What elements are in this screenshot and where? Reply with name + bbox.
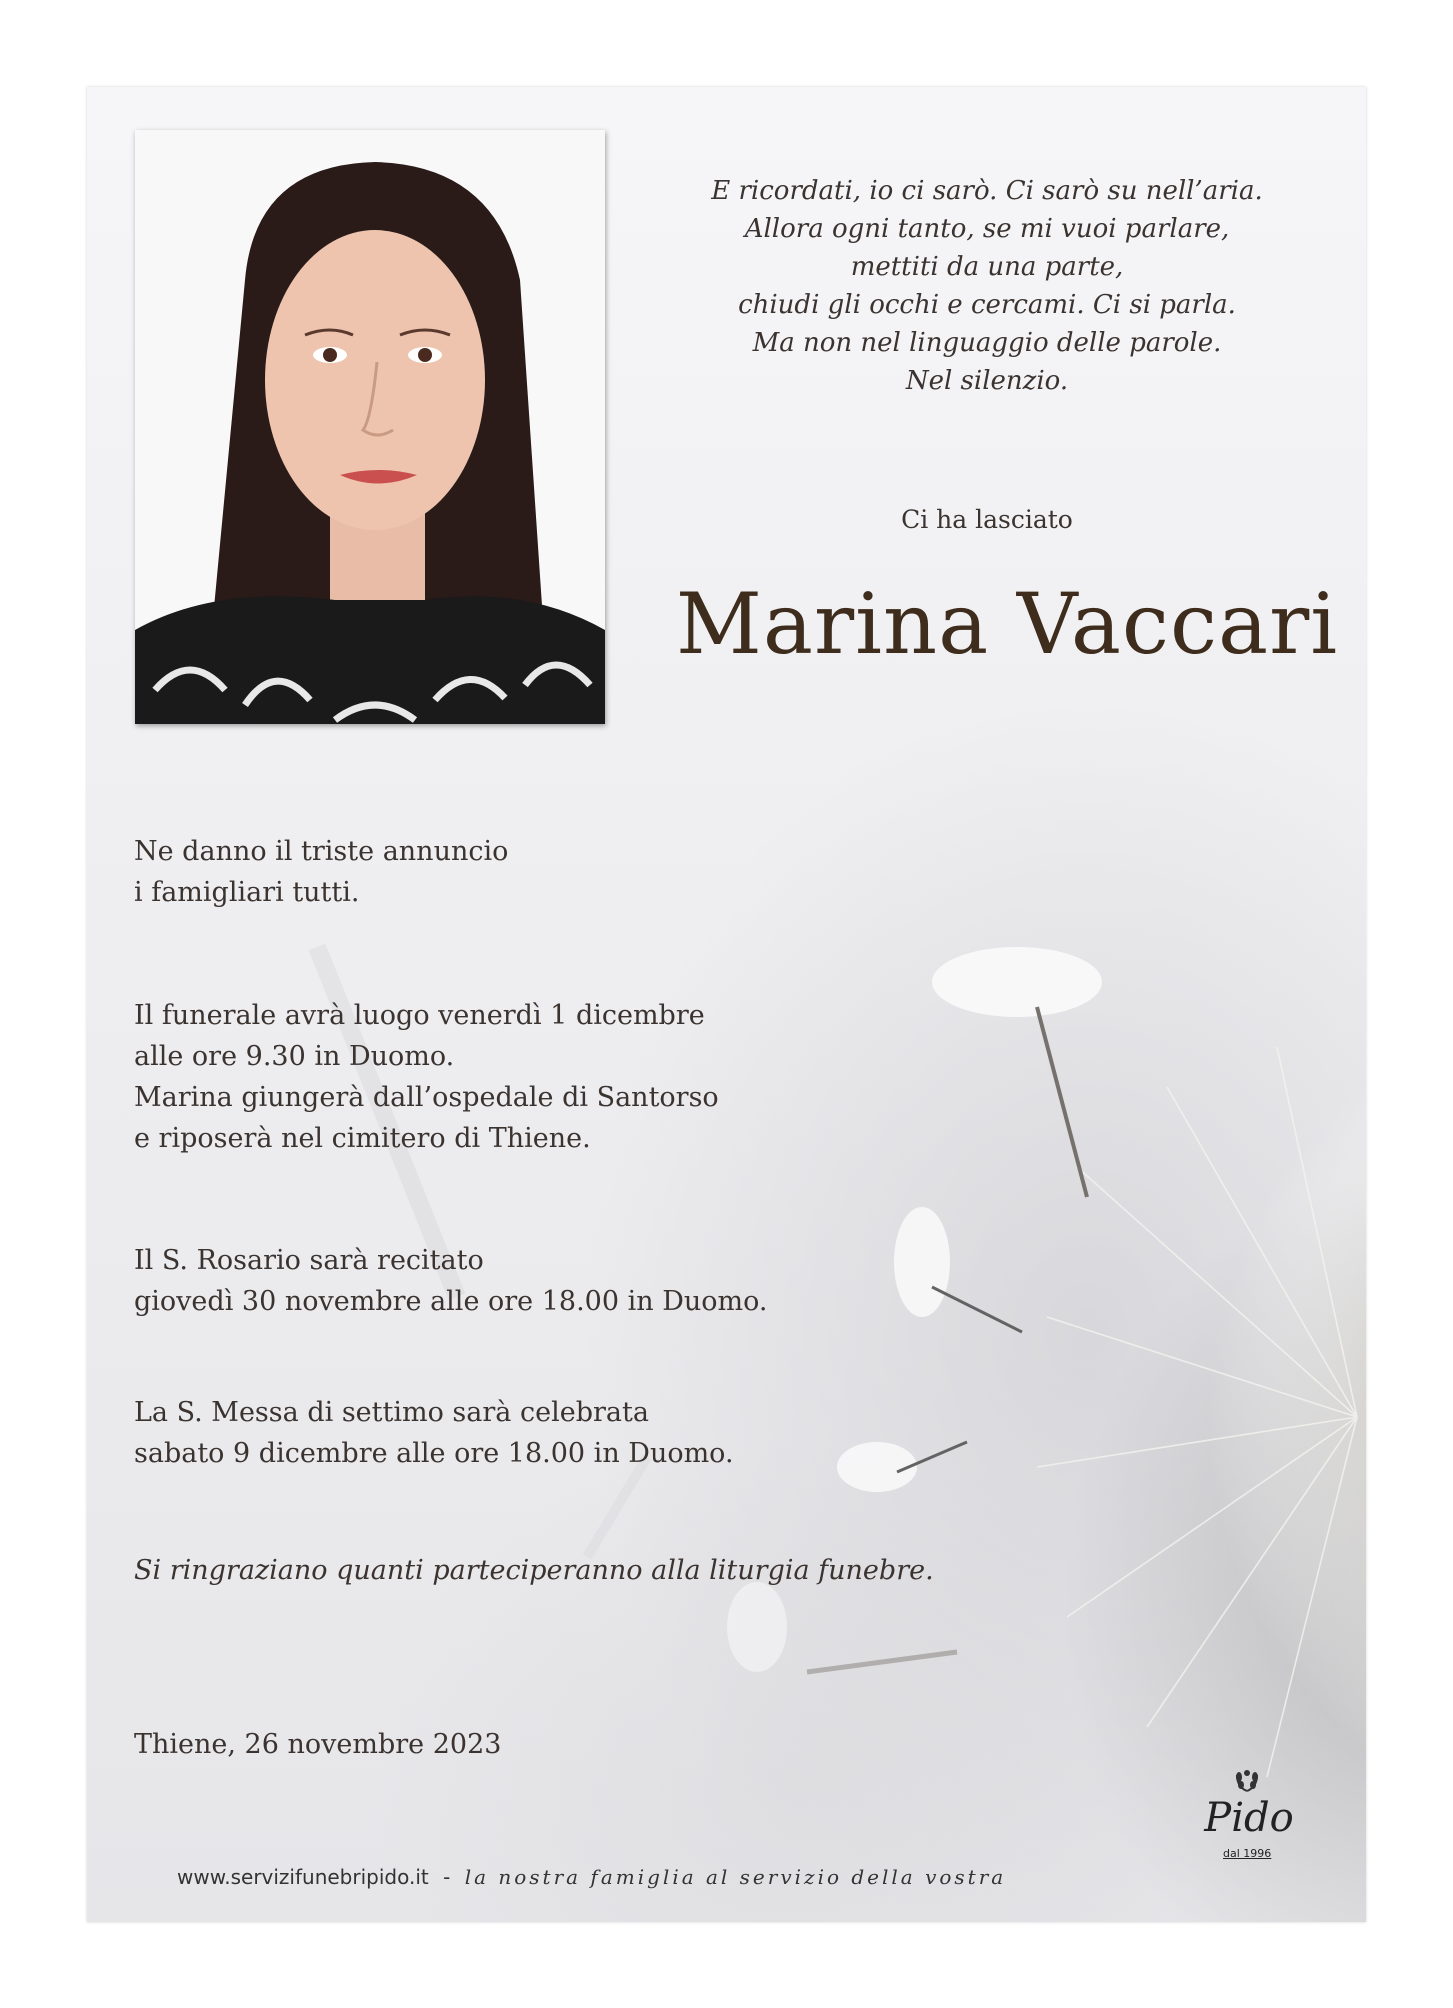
text-line: alle ore 9.30 in Duomo.: [134, 1041, 455, 1072]
rosary-paragraph: [134, 1240, 767, 1322]
text-line: Il S. Rosario sarà recitato: [134, 1245, 484, 1276]
obituary-sheet: [87, 87, 1366, 1922]
portrait-icon: [135, 130, 605, 724]
footer-separator: -: [443, 1865, 451, 1889]
funeral-paragraph: [134, 995, 719, 1159]
logo-since: dal 1996: [1223, 1847, 1272, 1860]
deceased-name: Marina Vaccari: [675, 575, 1339, 673]
poem: [637, 172, 1337, 400]
portrait-photo: [135, 130, 605, 724]
poem-line: chiudi gli occhi e cercami. Ci si parla.: [738, 290, 1236, 320]
laurel-wreath-icon: [1233, 1767, 1261, 1793]
poem-line: mettiti da una parte,: [850, 252, 1124, 282]
website-link[interactable]: www.servizifunebripido.it: [177, 1865, 429, 1889]
text-line: sabato 9 dicembre alle ore 18.00 in Duomo.: [134, 1438, 734, 1469]
text-line: La S. Messa di settimo sarà celebrata: [134, 1397, 649, 1428]
text-line: e riposerà nel cimitero di Thiene.: [134, 1123, 591, 1154]
mass-paragraph: [134, 1392, 734, 1474]
footer: [177, 1865, 1006, 1889]
announcement-paragraph: [134, 831, 508, 913]
left-us-label: Ci ha lasciato: [901, 505, 1073, 534]
text-line: Marina giungerà dall’ospedale di Santorso: [134, 1082, 719, 1113]
logo-name: Pido: [1204, 1795, 1294, 1841]
text-line: Ne danno il triste annuncio: [134, 836, 509, 867]
text-line: giovedì 30 novembre alle ore 18.00 in Duomo.: [134, 1286, 768, 1317]
footer-motto: la nostra famiglia al servizio della vostra: [464, 1865, 1007, 1889]
pido-logo: [1199, 1767, 1299, 1860]
poem-line: Nel silenzio.: [905, 366, 1069, 396]
text-line: Il funerale avrà luogo venerdì 1 dicembre: [134, 1000, 705, 1031]
poem-line: Allora ogni tanto, se mi vuoi parlare,: [744, 214, 1230, 244]
poem-line: Ma non nel linguaggio delle parole.: [752, 328, 1222, 358]
poem-line: E ricordati, io ci sarò. Ci sarò su nell’aria.: [711, 176, 1263, 206]
place-date: Thiene, 26 novembre 2023: [134, 1729, 502, 1760]
text-line: i famigliari tutti.: [134, 877, 360, 908]
thanks-line: Si ringraziano quanti parteciperanno alla liturgia funebre.: [134, 1555, 934, 1586]
